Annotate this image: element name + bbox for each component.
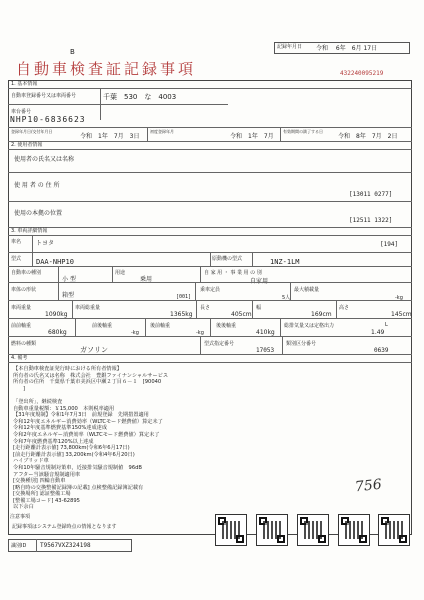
maker-value: トヨタ — [36, 240, 55, 247]
model-value: DAA-NHP10 — [36, 258, 74, 266]
use-label: 用途 — [115, 270, 126, 276]
capacity-label: 乗車定員 — [200, 287, 221, 293]
rear-axle-label: 後後軸重 — [216, 323, 237, 329]
remark-line: [交換種別] 四輪自動車 — [13, 478, 66, 485]
section1-heading: 1. 基本情報 — [11, 81, 38, 87]
front-axle-label: 前前軸重 — [11, 323, 32, 329]
chassis-value: NHP10-6836623 — [10, 115, 86, 124]
fuel-value: ガソリン — [80, 346, 108, 354]
user-address-label: 使 用 者 の 住 所 — [14, 182, 60, 189]
remark-line: 令和12年度基準燃費基準150%達成達成 — [13, 425, 108, 432]
remark-line: 所有者の氏名又は名称 株式会社 豊銀ファイナンシャルサービス — [13, 372, 169, 379]
capacity-value: 5人 — [282, 295, 291, 301]
remark-line: 令和7年度燃費基準120%以上達成 — [13, 438, 94, 445]
remark-line: アフター当該騒音規制適用車 — [13, 471, 81, 478]
displacement-value: 1.49 — [371, 329, 385, 336]
section3-heading: 3. 車両詳細情報 — [11, 228, 48, 234]
gross-label: 車両総重量 — [75, 305, 101, 311]
body-label: 車体の形状 — [11, 287, 37, 293]
model-spec-label: 型式指定番号 — [204, 341, 235, 347]
record-date-label: 記録年月日 — [277, 44, 303, 50]
engine-value: 1NZ-1LM — [270, 258, 300, 266]
chassis-label: 車台番号 — [11, 109, 32, 115]
width-label: 幅 — [256, 305, 262, 311]
displacement-label: 総排気量又は定格出力 — [284, 323, 335, 329]
model-spec-value: 17053 — [256, 347, 275, 354]
note-heading: 注意事項 — [10, 514, 31, 520]
first-year-value: 令和 1年 7月 — [230, 133, 274, 140]
base-code: [12511 1322] — [349, 217, 393, 224]
qr-code-3 — [297, 514, 329, 546]
class-value: 0639 — [374, 347, 389, 354]
qr-code-1 — [215, 514, 247, 546]
remark-line: [前走行距離計表示値] 33,200km(令和4年6月20日) — [13, 451, 135, 458]
mark-b: B — [70, 48, 75, 56]
base-label: 使用の本拠の位置 — [14, 210, 63, 217]
weight-label: 車両重量 — [11, 305, 32, 311]
id-value: T9567VXZ324198 — [40, 542, 91, 549]
maker-code: [194] — [380, 241, 399, 248]
remark-line: [整備工場コード] 43-62895 — [13, 497, 80, 504]
document-title: 自動車検査証記録事項 — [16, 60, 197, 78]
cert-number: 432240095219 — [340, 70, 384, 77]
weight-value: 1090kg — [45, 311, 68, 318]
private-label: 自 家 用 ・ 事 業 用 の 別 — [204, 270, 262, 276]
model-label: 型式 — [11, 256, 22, 262]
rear-axle-value: 410kg — [256, 329, 275, 336]
type-label: 自動車の種別 — [11, 270, 42, 276]
front-axle-value: 680kg — [48, 329, 67, 336]
use-value: 乗用 — [140, 276, 153, 283]
front-rear-value: -kg — [131, 330, 139, 336]
width-value: 169cm — [311, 311, 332, 318]
length-label: 長さ — [200, 305, 211, 311]
first-reg-label: 登録年月日/交付年月日 — [11, 130, 53, 135]
expiry-label: 有効期間の満了する日 — [283, 130, 324, 135]
remark-line: 令和10年騒音規制対策車，近接排気騒音規制値 96dB — [13, 464, 142, 471]
type-value: 小 型 — [62, 276, 76, 283]
remark-line: 令和2年度エネルギー消費効率（WLTCモード燃費値）算定未了 — [13, 431, 160, 438]
reg-value: 千葉 530 な 4003 — [103, 93, 177, 101]
remark-line — [13, 392, 168, 399]
first-year-label: 初度登録年月 — [150, 130, 175, 135]
private-value: 自家用 — [250, 278, 269, 285]
qr-code-2 — [256, 514, 288, 546]
id-label: 識別ID — [11, 543, 27, 549]
length-value: 405cm — [231, 311, 252, 318]
body-value: 箱型 — [62, 292, 75, 299]
expiry-value: 令和 8年 7月 2日 — [338, 133, 398, 140]
remark-line: 「登出所」，継続検査 — [13, 398, 63, 405]
handwritten-number: 756 — [354, 476, 383, 496]
reg-label: 自動車登録番号又は車両番号 — [11, 93, 77, 99]
record-date-value: 令和 6年 6月 17日 — [316, 45, 378, 52]
section2-heading: 2. 使用者情報 — [11, 142, 43, 148]
body-code: [001] — [176, 294, 192, 300]
user-address-code: [13011 0277] — [349, 191, 393, 198]
remark-line: [略自時の交換整備記録簿の記載] 点検整備記録簿記載有 — [13, 484, 144, 491]
remark-line: [走行距離計表示値] 73,800km(令和6年6月17日) — [13, 445, 130, 452]
front-rear-label: 前後軸重 — [92, 323, 113, 329]
engine-label: 原動機の型式 — [212, 256, 243, 262]
remark-line: 【31年度規制】令和1年7月3日 前規登録 先期措置適用 — [13, 412, 149, 419]
max-load-label: 最大積載量 — [294, 287, 320, 293]
remark-line: ] — [23, 385, 26, 392]
qr-code-5 — [378, 514, 410, 546]
remarks-block — [13, 366, 168, 511]
height-value: 145cm — [391, 311, 412, 318]
height-label: 高さ — [339, 305, 350, 311]
remark-line: 自動車重量税額：￥15,000 本則税率適用 — [13, 405, 115, 412]
maker-label: 車名 — [11, 239, 22, 245]
remark-line: [交換場所] 認証整備工場 — [13, 491, 71, 498]
displacement-unit: L — [385, 322, 388, 328]
fuel-label: 燃料の種類 — [11, 341, 37, 347]
remark-line: ハイブリッド車 — [13, 458, 49, 465]
remark-line: 以下余白 — [13, 504, 34, 511]
remark-line: 所有者の住所 千葉県千葉市美浜区中瀬２丁目６－１ [90040 — [13, 379, 162, 386]
max-load-value: -kg — [395, 295, 403, 301]
first-reg-value: 令和 1年 7月 3日 — [80, 133, 140, 140]
remark-line: 【本自動車検査証発行時における所有者情報】 — [13, 366, 122, 372]
rear-front-value: -kg — [196, 330, 204, 336]
qr-code-4 — [338, 514, 370, 546]
class-label: 類別区分番号 — [286, 341, 317, 347]
user-name-label: 使用者の氏名又は名称 — [14, 156, 75, 163]
note-text: 記録事項はシステム登録時点の情報となります — [12, 524, 117, 530]
section4-heading: 4. 備考 — [11, 355, 28, 361]
gross-value: 1365kg — [170, 311, 193, 318]
rear-front-label: 後前軸重 — [150, 323, 171, 329]
remark-line: 令和12年度エネルギー消費効率（WLTCモード燃費値）算定未了 — [13, 418, 163, 425]
